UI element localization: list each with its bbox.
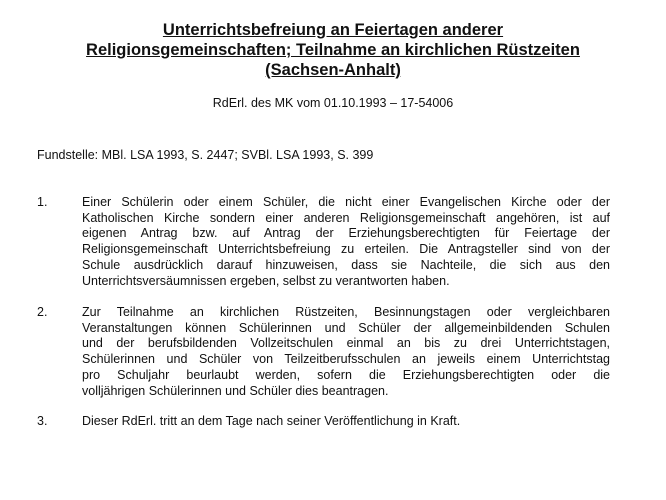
text-line: und der berufsbildenden Vollzeitschulen einmal an bis zu drei Unterrichtstagen, xyxy=(82,336,610,351)
item-text xyxy=(82,305,610,399)
title-line: (Sachsen-Anhalt) xyxy=(265,61,401,79)
text-line: eigenen Antrag bzw. auf Antrag der Erziehungsberechtigten für Feiertage der xyxy=(82,226,610,241)
item-number: 2. xyxy=(37,305,48,319)
item-number: 1. xyxy=(37,195,48,209)
decree-reference: RdErl. des MK vom 01.10.1993 – 17-54006 xyxy=(212,96,454,110)
source-citation: Fundstelle: MBl. LSA 1993, S. 2447; SVBl. LSA 1993, S. 399 xyxy=(37,148,374,162)
text-line: pro Schuljahr beurlaubt werden, sofern die Erziehungsberechtigten oder die xyxy=(82,367,610,382)
text-line: Schule ausdrücklich darauf hinzuweisen, dass sie Nachteile, die sich aus den xyxy=(82,257,610,272)
text-line: Unterrichtsversäumnissen ergeben, selbst zu verantworten haben. xyxy=(82,273,450,288)
item-text xyxy=(82,414,610,430)
text-line: Veranstaltungen können Schülerinnen und Schüler der allgemeinbildenden Schulen xyxy=(82,320,610,335)
item-number: 3. xyxy=(37,414,48,428)
text-line: Katholischen Kirche sondern einer anderen Religionsgemeinschaft angehören, ist auf xyxy=(82,210,610,225)
title-line: Religionsgemeinschaften; Teilnahme an kirchlichen Rüstzeiten xyxy=(86,41,580,59)
text-line: Schülerinnen und Schüler von Teilzeitberufsschulen an jeweils einem Unterrichtstag xyxy=(82,352,610,367)
document-title xyxy=(0,20,666,80)
text-line: volljährigen Schülerinnen und Schüler dies beantragen. xyxy=(82,383,389,398)
text-line: Religionsgemeinschaft Unterrichtsbefreiung zu erteilen. Die Antragsteller sind von der xyxy=(82,242,610,257)
item-text xyxy=(82,195,610,289)
text-line: Zur Teilnahme an kirchlichen Rüstzeiten, Besinnungstagen oder vergleichbaren xyxy=(82,305,610,319)
text-line: Einer Schülerin oder einem Schüler, die nicht einer Evangelischen Kirche oder der xyxy=(82,195,610,209)
title-line: Unterrichtsbefreiung an Feiertagen anderer xyxy=(162,21,504,39)
text-line: Dieser RdErl. tritt an dem Tage nach seiner Veröffentlichung in Kraft. xyxy=(82,414,461,428)
